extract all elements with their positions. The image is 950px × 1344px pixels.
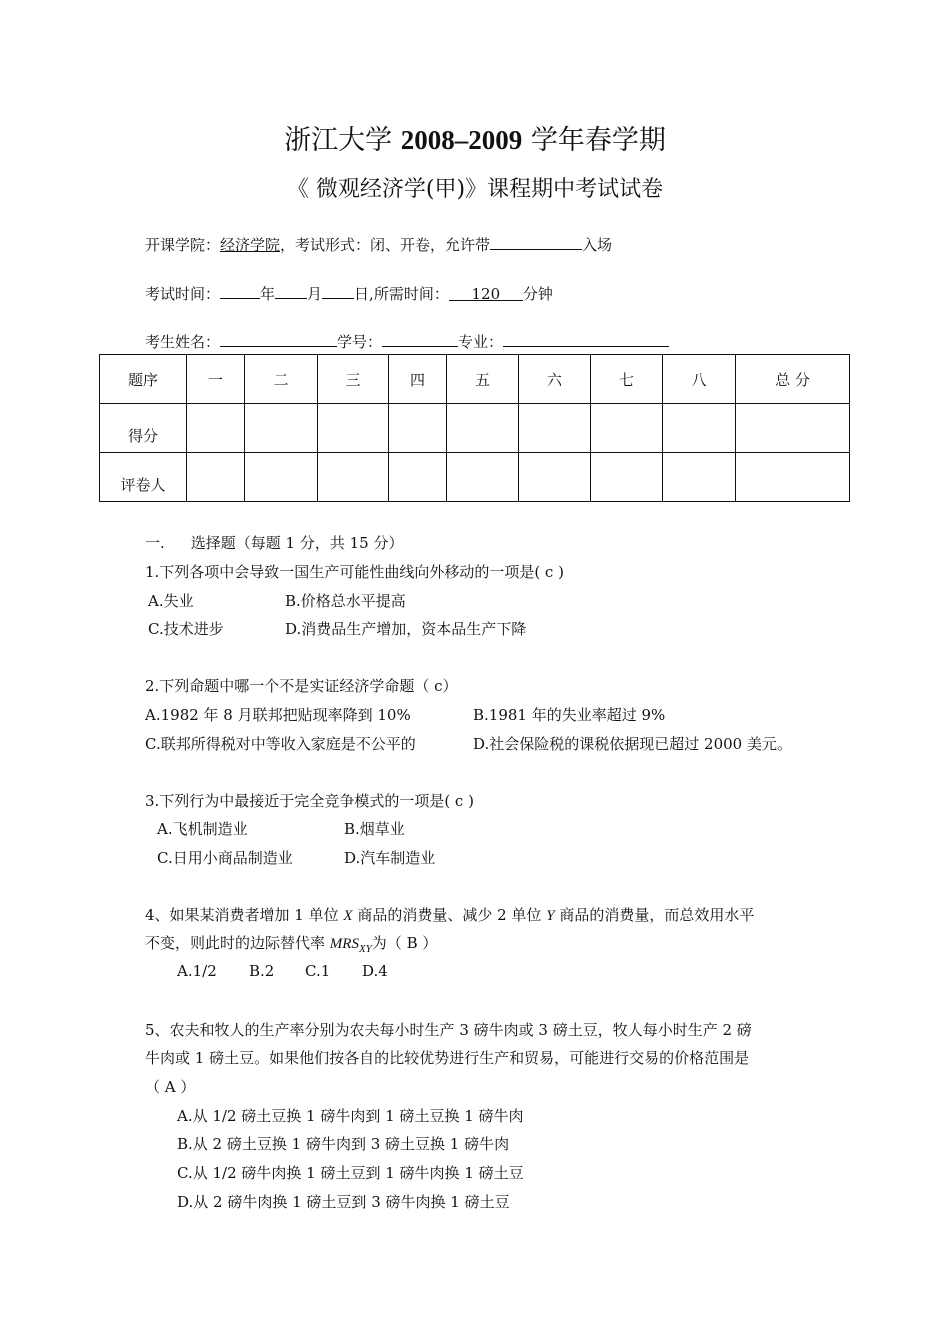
day-label: 日,所需时间：: [354, 285, 449, 303]
option-d: D.4: [362, 962, 388, 980]
score-cell: [591, 404, 663, 453]
day-blank: [322, 283, 354, 299]
name-blank: [220, 331, 337, 347]
option-d: D.从 2 磅牛肉换 1 磅土豆到 3 磅牛肉换 1 磅土豆: [177, 1193, 510, 1211]
allowed-items-blank: [490, 234, 582, 250]
option-a: A.从 1/2 磅土豆换 1 磅牛肉到 1 磅土豆换 1 磅牛肉: [177, 1107, 524, 1125]
header-cell: 总 分: [736, 355, 850, 404]
header-cell: 一: [187, 355, 245, 404]
exam-subtitle: 《 微观经济学(甲)》课程期中考试试卷: [286, 177, 664, 202]
header-cell: 五: [447, 355, 519, 404]
header-cell: 七: [591, 355, 663, 404]
option-d: D.消费品生产增加，资本品生产下降: [285, 620, 527, 638]
question-4-line-2: [145, 932, 437, 955]
option-c: C.从 1/2 磅牛肉换 1 磅土豆到 1 磅牛肉换 1 磅土豆: [177, 1164, 524, 1182]
college-value: 经济学院: [220, 236, 281, 254]
minutes-label: 分钟: [522, 285, 553, 303]
option-c: C.1: [305, 962, 331, 980]
option-a: A.失业: [148, 592, 194, 610]
header-cell: 八: [663, 355, 736, 404]
score-cell: [187, 404, 245, 453]
id-label: 学号：: [337, 333, 383, 351]
grader-cell: [447, 453, 519, 502]
duration-value: 120: [449, 285, 523, 301]
grader-cell: [318, 453, 389, 502]
score-cell: [245, 404, 318, 453]
month-blank: [275, 283, 307, 299]
score-header-row: [100, 355, 850, 404]
time-label: 考试时间：: [145, 285, 221, 303]
score-cell: [736, 404, 850, 453]
score-cell: [318, 404, 389, 453]
question-5-line-2: 牛肉或 1 磅土豆。如果他们按各自的比较优势进行生产和贸易，可能进行交易的价格范围是: [145, 1049, 750, 1067]
option-a: A.1982 年 8 月联邦把贴现率降到 10%: [145, 706, 411, 724]
var-y: Y: [546, 908, 555, 924]
title-prefix: 浙江大学: [284, 125, 401, 156]
option-a: A.1/2: [177, 962, 217, 980]
option-a: A.飞机制造业: [157, 820, 248, 838]
major-label: 专业：: [458, 333, 504, 351]
name-label: 考生姓名：: [145, 333, 221, 351]
option-b: B.价格总水平提高: [285, 592, 406, 610]
q4-text: 商品的消费量、减少 2 单位: [352, 906, 547, 924]
option-c: C.联邦所得税对中等收入家庭是不公平的: [145, 735, 416, 753]
exam-form-end: 入场: [582, 236, 613, 254]
grader-cell: [245, 453, 318, 502]
month-label: 月: [307, 285, 323, 303]
question-4-line-1: [145, 904, 754, 925]
question-3: 3.下列行为中最接近于完全竞争模式的一项是( c ): [145, 792, 474, 810]
mrs-symbol: MRS: [329, 936, 359, 952]
row-label: 得分: [100, 404, 187, 453]
header-cell: 六: [519, 355, 591, 404]
student-line: [145, 331, 669, 352]
q4-text: 不变，则此时的边际替代率: [145, 934, 330, 952]
question-2: 2.下列命题中哪一个不是实证经济学命题（ c）: [145, 677, 458, 695]
section-number: 一.: [145, 534, 165, 552]
score-row: [100, 404, 850, 453]
question-5-line-1: 5、农夫和牧人的生产率分别为农夫每小时生产 3 磅牛肉或 3 磅土豆，牧人每小时生产 2 磅: [145, 1021, 752, 1039]
option-d: D.汽车制造业: [344, 849, 436, 867]
option-b: B.2: [249, 962, 275, 980]
score-cell: [447, 404, 519, 453]
header-cell: 二: [245, 355, 318, 404]
score-table: [99, 354, 850, 502]
option-b: B.烟草业: [344, 820, 405, 838]
grader-row: [100, 453, 850, 502]
grader-cell: [389, 453, 447, 502]
title-suffix: 学年春学期: [522, 125, 666, 156]
question-1: 1.下列各项中会导致一国生产可能性曲线向外移动的一项是( c ): [145, 563, 564, 581]
option-c: C.技术进步: [148, 620, 224, 638]
row-label: 评卷人: [100, 453, 187, 502]
exam-form-text: ，考试形式：闭、开卷，允许带: [280, 236, 491, 254]
grader-cell: [736, 453, 850, 502]
option-d: D.社会保险税的课税依据现已超过 2000 美元。: [473, 735, 792, 753]
mrs-subscript: XY: [358, 943, 372, 955]
college-label: 开课学院：: [145, 236, 221, 254]
question-5-line-3: （ A ）: [145, 1078, 196, 1096]
grader-cell: [591, 453, 663, 502]
exam-title: [0, 118, 950, 157]
grader-cell: [663, 453, 736, 502]
option-b: B.从 2 磅土豆换 1 磅牛肉到 3 磅土豆换 1 磅牛肉: [177, 1135, 510, 1153]
college-line: [145, 234, 612, 255]
header-cell: 题序: [100, 355, 187, 404]
section-title: 选择题（每题 1 分，共 15 分）: [190, 534, 404, 552]
time-line: [145, 283, 553, 304]
header-cell: 三: [318, 355, 389, 404]
q4-text: 4、如果某消费者增加 1 单位: [145, 906, 344, 924]
var-x: X: [343, 908, 353, 924]
year-blank: [220, 283, 260, 299]
option-c: C.日用小商品制造业: [157, 849, 293, 867]
year-label: 年: [260, 285, 276, 303]
q4-text: 为（ B ）: [371, 934, 438, 952]
q4-text: 商品的消费量，而总效用水平: [554, 906, 755, 924]
section-heading: [145, 532, 404, 553]
score-cell: [389, 404, 447, 453]
score-cell: [663, 404, 736, 453]
header-cell: 四: [389, 355, 447, 404]
title-years: 2008–2009: [400, 125, 523, 155]
grader-cell: [519, 453, 591, 502]
grader-cell: [187, 453, 245, 502]
option-b: B.1981 年的失业率超过 9%: [473, 706, 666, 724]
id-blank: [382, 331, 458, 347]
major-blank: [503, 331, 669, 347]
score-cell: [519, 404, 591, 453]
